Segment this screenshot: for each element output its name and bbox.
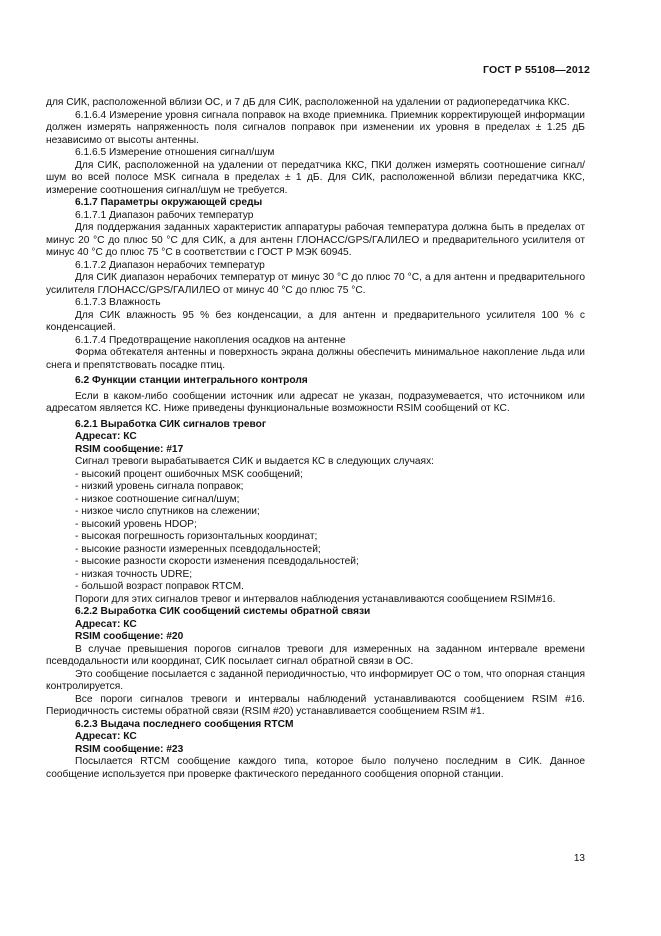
subsection-heading: 6.1.7.4 Предотвращение накопления осадков на антенне: [75, 334, 346, 346]
paragraph: для СИК, расположенной вблизи ОС, и 7 дБ для СИК, расположенной на удалении от радиопередатчика ККС.: [46, 97, 570, 108]
list-item: - высокий процент ошибочных MSK сообщений;: [75, 468, 303, 480]
paragraph: Для СИК, расположенной на удалении от передатчика ККС, ПКИ должен измерять соотношение сигнал/шум во всей полосе MSK сигнала в пределах ± 1 дБ. Для СИК, расположенной вблизи передатчика ККС, измерение соотношения сигнал/шум не требуется.: [46, 159, 585, 196]
page-number: 13: [573, 853, 585, 864]
list-item: - низкое число спутников на слежении;: [75, 506, 260, 517]
paragraph: Если в каком-либо сообщении источник или адресат не указан, подразумевается, что источником или адресатом является КС. Ниже приведены функциональные возможности RSIM сообщений от КС.: [46, 390, 585, 414]
paragraph: Сигнал тревоги вырабатывается СИК и выдается КС в следующих случаях:: [75, 456, 434, 467]
list-item: - высокие разности измеренных псевдодальностей;: [75, 543, 321, 555]
document-header: ГОСТ Р 55108—2012: [482, 64, 590, 76]
paragraph: Форма обтекателя антенны и поверхность экрана должны обеспечить минимальное накопление льда или снега и препятствовать посадке птиц.: [46, 347, 585, 371]
section-heading: 6.1.7 Параметры окружающей среды: [75, 197, 263, 208]
list-item: - высокий уровень HDOP;: [75, 518, 197, 530]
addressee-line: Адресат: КС: [75, 431, 137, 442]
rsim-message-line: RSIM сообщение: #20: [75, 631, 184, 642]
paragraph: В случае превышения порогов сигналов тревоги для измеренных на заданном интервале времени псевдодальности или координат, СИК посылает сигнал обратной связи в ОС.: [46, 643, 585, 667]
paragraph: Все пороги сигналов тревоги и интервалы наблюдений устанавливаются сообщением RSIM #16. Периодичность системы обратной связи (RSIM #20) устанавливается сообщением RSIM #1.: [46, 693, 585, 717]
paragraph: Для поддержания заданных характеристик аппаратуры рабочая температура должна быть в пределах от минус 20 °С до плюс 50 °С для СИК, а для антенн ГЛОНАСС/GPS/ГАЛИЛЕО и предварительного усилителя от минус 40 °С до плюс 75 °С в соответствии с ГОСТ Р МЭК 60945.: [46, 222, 585, 258]
list-item: - низкое соотношение сигнал/шум;: [75, 493, 240, 505]
paragraph: Посылается RTCM сообщение каждого типа, которое было получено последним в СИК. Данное сообщение используется при проверке фактического переданного сообщения опорной станции.: [46, 756, 585, 780]
list-item: - высокая погрешность горизонтальных координат;: [75, 531, 318, 542]
list-item: - высокие разности скорости изменения псевдодальностей;: [75, 556, 359, 567]
paragraph: Это сообщение посылается с заданной периодичностью, что информирует ОС о том, что опорная станция контролируется.: [46, 668, 585, 692]
section-heading: 6.2.2 Выработка СИК сообщений системы обратной связи: [75, 606, 371, 617]
list-item: - большой возраст поправок RTCM.: [75, 581, 244, 592]
list-item: - низкий уровень сигнала поправок;: [75, 481, 244, 492]
addressee-line: Адресат: КС: [75, 618, 137, 630]
section-heading: 6.2 Функции станции интегрального контроля: [75, 375, 308, 386]
paragraph: 6.1.6.4 Измерение уровня сигнала поправок на входе приемника. Приемник корректирующей информации должен измерять напряженность поля сигналов поправок при изменении их уровня в пределах ± 1.25 дБ независимо от высоты антенны.: [46, 109, 585, 146]
document-body: [46, 97, 585, 781]
paragraph: Для СИК влажность 95 % без конденсации, а для антенн и предварительного усилителя 100 % с конденсацией.: [46, 309, 585, 333]
paragraph: Пороги для этих сигналов тревог и интервалов наблюдения устанавливаются сообщением RSIM#16.: [75, 593, 556, 605]
section-heading: 6.2.3 Выдача последнего сообщения RTCM: [75, 718, 294, 730]
list-item: - низкая точность UDRE;: [75, 568, 193, 580]
subsection-heading: 6.1.7.3 Влажность: [75, 297, 161, 308]
rsim-message-line: RSIM сообщение: #23: [75, 743, 184, 755]
subsection-heading: 6.1.7.1 Диапазон рабочих температур: [75, 209, 254, 221]
section-heading: 6.2.1 Выработка СИК сигналов тревог: [75, 418, 267, 430]
addressee-line: Адресат: КС: [75, 731, 137, 742]
subsection-heading: 6.1.7.2 Диапазон нерабочих температур: [75, 259, 265, 271]
paragraph: Для СИК диапазон нерабочих температур от минус 30 °С до плюс 70 °С, а для антенн и предварительного усилителя ГЛОНАСС/GPS/ГАЛИЛЕО от минус 40 °С до плюс 75 °С.: [46, 272, 585, 296]
rsim-message-line: RSIM сообщение: #17: [75, 443, 184, 455]
subsection-heading: 6.1.6.5 Измерение отношения сигнал/шум: [75, 147, 275, 158]
